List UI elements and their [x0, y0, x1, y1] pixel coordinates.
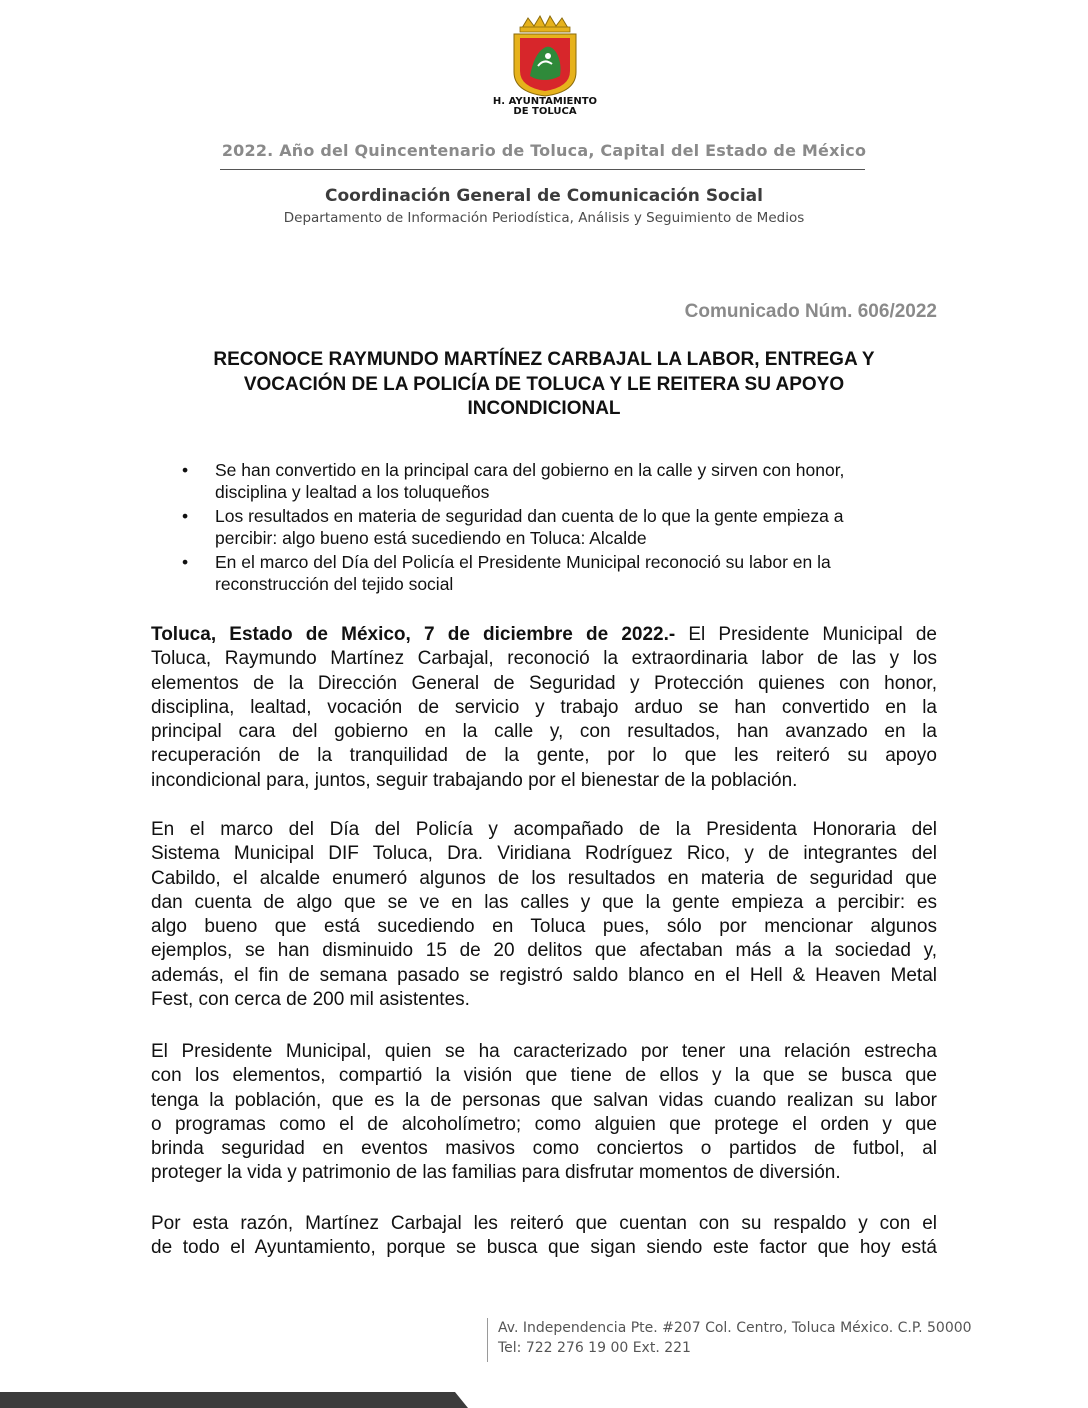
footer-address: Av. Independencia Pte. #207 Col. Centro, Toluca México. C.P. 50000: [498, 1320, 972, 1336]
highlight-line: Los resultados en materia de seguridad dan cuenta de lo que la gente empieza a: [215, 506, 844, 526]
paragraph-line: Sistema Municipal DIF Toluca, Dra. Viridiana Rodríguez Rico, y de integrantes del: [151, 843, 937, 865]
paragraph-line: En el marco del Día del Policía y acompañado de la Presidenta Honoraria del: [151, 819, 937, 840]
headline-line: INCONDICIONAL: [467, 398, 621, 419]
bullet-icon: •: [182, 552, 189, 572]
paragraph-line: [151, 623, 937, 647]
bullet-icon: •: [182, 506, 189, 526]
highlight-line: En el marco del Día del Policía el Presidente Municipal reconoció su labor en la: [215, 552, 831, 572]
highlights-list: [152, 460, 938, 598]
paragraph-line: brinda seguridad en eventos masivos como conciertos o partidos de futbol, al: [151, 1138, 937, 1160]
paragraph-line: proteger la vida y patrimonio de las familias para disfrutar momentos de diversión.: [151, 1162, 841, 1184]
paragraph-text: El Presidente Municipal de: [675, 624, 937, 645]
headline-line: VOCACIÓN DE LA POLICÍA DE TOLUCA Y LE REITERA SU APOYO: [243, 373, 845, 395]
release-number: Comunicado Núm. 606/2022: [684, 301, 937, 322]
paragraph-line: tenga la población, que es la de personas que salvan vidas cuando realizan su labor: [151, 1089, 937, 1111]
highlight-item: [152, 552, 938, 595]
highlight-line: percibir: algo bueno está sucediendo en Toluca: Alcalde: [215, 527, 647, 548]
paragraph-line: además, el fin de semana pasado se registró saldo blanco en el Hell & Heaven Metal: [151, 964, 937, 986]
paragraph-line: disciplina, lealtad, vocación de servicio y trabajo arduo se han convertido en la: [151, 696, 937, 718]
body-paragraph: [151, 818, 937, 1012]
paragraph-line: elementos de la Dirección General de Seguridad y Protección quienes con honor,: [151, 672, 937, 694]
dateline: Toluca, Estado de México, 7 de diciembre de 2022.-: [151, 624, 676, 645]
headline-line: RECONOCE RAYMUNDO MARTÍNEZ CARBAJAL LA LABOR, ENTREGA Y: [213, 349, 875, 370]
coordination-title: Coordinación General de Comunicación Social: [325, 186, 763, 206]
highlight-item: [152, 460, 938, 503]
paragraph-line: Cabildo, el alcalde enumeró algunos de los resultados en materia de seguridad que: [151, 867, 937, 889]
paragraph-line: recuperación de la tranquilidad de la gente, por lo que les reiteró su apoyo: [151, 745, 937, 767]
org-name-line1: H. AYUNTAMIENTO: [492, 96, 598, 107]
body-paragraph: [151, 1040, 937, 1186]
paragraph-line: El Presidente Municipal, quien se ha caracterizado por tener una relación estrecha: [151, 1041, 937, 1062]
paragraph-line: incondicional para, juntos, seguir trabajando por el bienestar de la población.: [151, 769, 798, 791]
paragraph-line: principal cara del gobierno en la calle y, con resultados, han avanzado en la: [151, 721, 937, 743]
highlight-line: reconstrucción del tejido social: [215, 573, 454, 594]
paragraph-line: Toluca, Raymundo Martínez Carbajal, reconoció la extraordinaria labor de las y los: [151, 648, 937, 670]
paragraph-line: con los elementos, compartió la visión que tiene de ellos y la que se busca que: [151, 1065, 937, 1087]
highlight-item: [152, 506, 938, 549]
paragraph-line: dan cuenta de algo que se ve en las calles y que la gente empieza a percibir: es: [151, 891, 937, 913]
paragraph-line: Fest, con cerca de 200 mil asistentes.: [151, 989, 470, 1011]
year-slogan: 2022. Año del Quincentenario de Toluca, Capital del Estado de México: [221, 141, 867, 160]
paragraph-line: ejemplos, se han disminuido 15 de 20 delitos que afectaban más a la sociedad y,: [151, 940, 937, 962]
footer-decorative-bar: [0, 1388, 480, 1408]
paragraph-line: o programas como el de alcoholímetro; como alguien que protege el orden y que: [151, 1113, 937, 1135]
highlight-line: Se han convertido en la principal cara del gobierno en la calle y sirven con honor,: [215, 460, 845, 480]
paragraph-line: Por esta razón, Martínez Carbajal les reiteró que cuentan con su respaldo y con el: [151, 1213, 937, 1234]
body-paragraph: [151, 623, 937, 793]
organization-name: [470, 97, 620, 117]
department-title: Departamento de Información Periodística, Análisis y Seguimiento de Medios: [283, 210, 805, 226]
header-divider: [220, 169, 865, 170]
org-name-line2: DE TOLUCA: [513, 106, 577, 117]
footer-divider: [487, 1318, 488, 1362]
highlight-line: disciplina y lealtad a los toluqueños: [215, 481, 490, 502]
paragraph-line: algo bueno que está sucediendo en Toluca pues, sólo por mencionar algunos: [151, 916, 937, 938]
paragraph-line: de todo el Ayuntamiento, porque se busca que sigan siendo este factor que hoy está: [151, 1237, 937, 1259]
footer-phone: Tel: 722 276 19 00 Ext. 221: [498, 1340, 691, 1356]
bullet-icon: •: [182, 460, 189, 480]
body-paragraph: [151, 1212, 937, 1261]
toluca-coat-of-arms-logo: [500, 14, 590, 98]
headline: [150, 348, 938, 422]
